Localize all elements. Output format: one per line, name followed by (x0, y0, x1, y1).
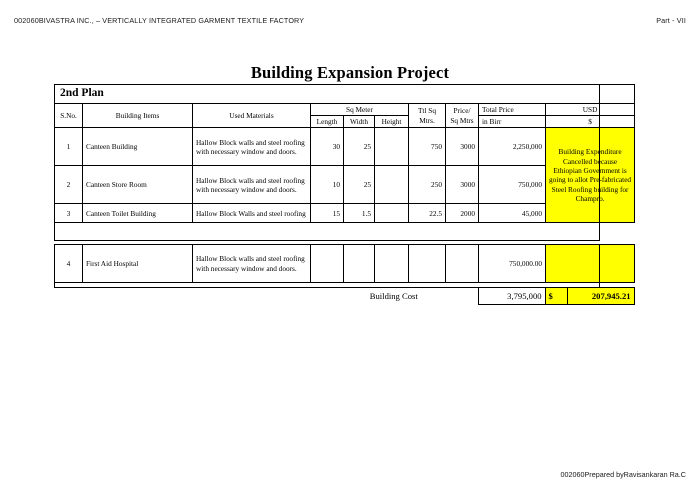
building-cost-birr: 3,795,000 (478, 288, 545, 305)
usd-cancellation-note: Building Expenditure Cancelled because Ethiopian Government is going to allot Pre-fabricated Steel Roofing building for Champro. (546, 128, 635, 223)
page-header-part: Part - VII (656, 15, 686, 25)
header-total-price: Total Price (479, 103, 546, 115)
row-length: 10 (311, 166, 344, 204)
plan-table (54, 84, 635, 223)
header-usd: USD (546, 103, 635, 115)
row-height (375, 245, 409, 283)
row-length (311, 245, 344, 283)
row-price-per-sq: 3000 (446, 166, 479, 204)
page-header-company: 002060BIVASTRA INC., – VERTICALLY INTEGRATED GARMENT TEXTILE FACTORY (14, 15, 305, 25)
row-height (375, 204, 409, 223)
row-width: 25 (344, 128, 375, 166)
totals-spacer (54, 288, 310, 305)
plan-title-row (55, 85, 635, 104)
plan-table-continued (54, 244, 635, 283)
header-price-per-sq-mtrs: Price/ Sq Mtrs (446, 103, 479, 128)
totals-row (54, 288, 634, 305)
building-cost-usd: 207,945.21 (567, 288, 634, 305)
row-building-item: Canteen Toilet Building (83, 204, 193, 223)
currency-symbol: $ (545, 288, 567, 305)
header-width: Width (344, 116, 375, 128)
page-title: Building Expansion Project (250, 63, 450, 82)
row-price-per-sq: 3000 (446, 128, 479, 166)
row-total-price: 750,000 (479, 166, 546, 204)
page-header (14, 13, 686, 27)
totals-table (54, 287, 635, 305)
row-width (344, 245, 375, 283)
row-ttl-sq-mtrs: 22.5 (409, 204, 446, 223)
row-total-price: 45,000 (479, 204, 546, 223)
row-height (375, 128, 409, 166)
row-width: 1.5 (344, 204, 375, 223)
header-sno: S.No. (55, 103, 83, 128)
building-expansion-table-continued (54, 244, 600, 283)
row-used-materials: Hallow Block Walls and steel roofing (193, 204, 311, 223)
row-total-price: 2,250,000 (479, 128, 546, 166)
row-ttl-sq-mtrs: 750 (409, 128, 446, 166)
header-used-materials: Used Materials (193, 103, 311, 128)
row-building-item: First Aid Hospital (83, 245, 193, 283)
header-total-price-unit: in Birr (479, 116, 546, 128)
row-length: 30 (311, 128, 344, 166)
row-sno: 3 (55, 204, 83, 223)
row-used-materials: Hallow Block walls and steel roofing with necessary window and doors. (193, 128, 311, 166)
row-height (375, 166, 409, 204)
row-sno: 4 (55, 245, 83, 283)
header-ttl-sq-mtrs: Ttl Sq Mtrs. (409, 103, 446, 128)
table-row (55, 245, 635, 283)
row-length: 15 (311, 204, 344, 223)
header-height: Height (375, 116, 409, 128)
row-sno: 1 (55, 128, 83, 166)
header-sq-meter: Sq Meter (311, 103, 409, 115)
usd-cell-empty (546, 245, 635, 283)
row-ttl-sq-mtrs (409, 245, 446, 283)
page-footer: 002060Prepared byRavisankaran Ra.C (560, 470, 686, 479)
building-cost-label: Building Cost (369, 291, 418, 301)
row-total-price: 750,000.00 (479, 245, 546, 283)
row-sno: 2 (55, 166, 83, 204)
row-ttl-sq-mtrs: 250 (409, 166, 446, 204)
row-used-materials: Hallow Block walls and steel roofing with necessary window and doors. (193, 245, 311, 283)
header-row-top (55, 103, 635, 115)
building-cost-total-row (54, 287, 631, 304)
header-length: Length (311, 116, 344, 128)
row-price-per-sq (446, 245, 479, 283)
row-width: 25 (344, 166, 375, 204)
table-row (55, 128, 635, 166)
row-building-item: Canteen Store Room (83, 166, 193, 204)
header-building-items: Building Items (83, 103, 193, 128)
building-expansion-table (54, 84, 632, 223)
row-building-item: Canteen Building (83, 128, 193, 166)
plan-title-cell: 2nd Plan (55, 85, 635, 104)
header-usd-unit: $ (546, 116, 635, 128)
row-price-per-sq: 2000 (446, 204, 479, 223)
row-used-materials: Hallow Block walls and steel roofing with necessary window and doors. (193, 166, 311, 204)
